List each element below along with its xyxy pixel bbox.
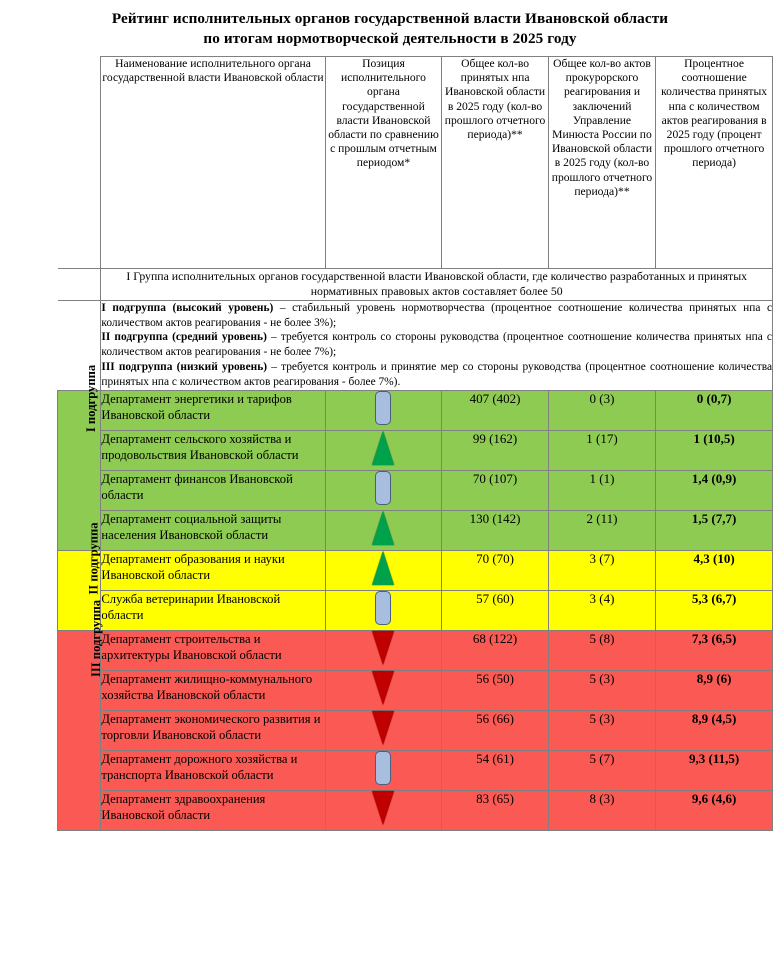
- header-cell-total-npa: Общее кол-во принятых нпа Ивановской области в 2025 году (кол-во прошлого отчетного периода)**: [442, 57, 548, 269]
- table-row: [58, 510, 773, 550]
- row-trend-cell: [325, 430, 442, 470]
- subgroup-label-text: I подгруппа: [84, 364, 99, 432]
- row-agency-name: Департамент сельского хозяйства и продовольствия Ивановской области: [101, 430, 325, 470]
- group-banner-spacer: [58, 269, 101, 301]
- row-total-acts: 5 (3): [548, 710, 655, 750]
- legend-item-1-desc: – стабильный уровень нормотворчества (процентное соотношение количества принятых нпа с количеством актов реагирования - не более 3%);: [101, 301, 772, 329]
- row-percent: 8,9 (6): [656, 670, 773, 710]
- row-trend-cell: [325, 790, 442, 830]
- legend-item-2: [101, 330, 772, 360]
- table-row: [58, 430, 773, 470]
- group-banner-row: [58, 269, 773, 301]
- triangle-down-icon: [372, 652, 394, 669]
- triangle-down-icon: [372, 692, 394, 709]
- row-agency-name: Департамент экономического развития и торговли Ивановской области: [101, 710, 325, 750]
- row-percent: 7,3 (6,5): [656, 630, 773, 670]
- row-percent: 1,4 (0,9): [656, 470, 773, 510]
- row-total-npa: 407 (402): [442, 390, 548, 430]
- row-percent: 5,3 (6,7): [656, 590, 773, 630]
- flat-bar-icon: [375, 492, 391, 509]
- row-agency-name: Департамент социальной защиты населения Ивановской области: [101, 510, 325, 550]
- row-agency-name: Служба ветеринарии Ивановской области: [101, 590, 325, 630]
- legend-item-2-desc: – требуется контроль со стороны руководства (процентное соотношение количества принятых нпа с количеством актов реагирования - не более 7%);: [101, 331, 772, 359]
- row-trend-cell: [325, 470, 442, 510]
- header-cell-name: Наименование исполнительного органа государственной власти Ивановской области: [101, 57, 325, 269]
- row-total-npa: 57 (60): [442, 590, 548, 630]
- table-row: [58, 630, 773, 670]
- row-percent: 4,3 (10): [656, 550, 773, 590]
- row-trend-cell: [325, 750, 442, 790]
- row-total-npa: 70 (70): [442, 550, 548, 590]
- row-total-npa: 56 (50): [442, 670, 548, 710]
- triangle-down-icon: [372, 812, 394, 829]
- legend-item-3-desc: – требуется контроль и принятие мер со стороны руководства (процентное соотношение количества принятых нпа с количеством актов реагирования - более 7%).: [101, 361, 773, 388]
- row-trend-cell: [325, 710, 442, 750]
- row-percent: 1 (10,5): [656, 430, 773, 470]
- flat-bar-icon: [375, 772, 391, 789]
- table-header-row: [58, 57, 773, 269]
- header-cell-percent: Процентное соотношение количества принятых нпа с количеством актов реагирования в 2025 году (процент прошлого отчетного периода): [656, 57, 773, 269]
- triangle-up-icon: [372, 572, 394, 589]
- row-total-npa: 130 (142): [442, 510, 548, 550]
- table-row: [58, 470, 773, 510]
- row-agency-name: Департамент образования и науки Ивановской области: [101, 550, 325, 590]
- subgroup-label-text: II подгруппа: [86, 522, 101, 595]
- row-total-npa: 56 (66): [442, 710, 548, 750]
- row-total-acts: 1 (17): [548, 430, 655, 470]
- row-total-acts: 3 (4): [548, 590, 655, 630]
- row-percent: 1,5 (7,7): [656, 510, 773, 550]
- row-total-npa: 83 (65): [442, 790, 548, 830]
- row-percent: 0 (0,7): [656, 390, 773, 430]
- rating-table-body: [58, 57, 773, 831]
- row-total-acts: 5 (3): [548, 670, 655, 710]
- row-total-npa: 68 (122): [442, 630, 548, 670]
- row-trend-cell: [325, 590, 442, 630]
- row-total-npa: 99 (162): [442, 430, 548, 470]
- legend-row: [58, 300, 773, 390]
- row-total-acts: 3 (7): [548, 550, 655, 590]
- table-row: [58, 710, 773, 750]
- row-total-npa: 70 (107): [442, 470, 548, 510]
- subgroup-label-text: III подгруппа: [89, 599, 104, 677]
- row-percent: 9,6 (4,6): [656, 790, 773, 830]
- rating-table: [57, 56, 773, 831]
- legend-item-3-title: III подгруппа (низкий уровень): [101, 361, 268, 373]
- row-agency-name: Департамент финансов Ивановской области: [101, 470, 325, 510]
- table-row: [58, 750, 773, 790]
- page-title: [0, 0, 780, 49]
- subgroup-label-3: [58, 599, 104, 830]
- row-percent: 8,9 (4,5): [656, 710, 773, 750]
- row-trend-cell: [325, 550, 442, 590]
- row-total-acts: 5 (8): [548, 630, 655, 670]
- row-trend-cell: [325, 510, 442, 550]
- header-cell-total-acts: Общее кол-во актов прокурорского реагирования и заключений Управление Минюста России по Ивановской области в 2025 году (кол-во прошлого отчетного периода)**: [548, 57, 655, 269]
- row-percent: 9,3 (11,5): [656, 750, 773, 790]
- row-agency-name: Департамент здравоохранения Ивановской области: [101, 790, 325, 830]
- row-total-acts: 8 (3): [548, 790, 655, 830]
- table-row: [58, 390, 773, 430]
- triangle-up-icon: [372, 532, 394, 549]
- row-total-acts: 1 (1): [548, 470, 655, 510]
- legend-item-2-title: II подгруппа (средний уровень): [101, 331, 267, 344]
- title-line-1: Рейтинг исполнительных органов государственной власти Ивановской области: [111, 10, 669, 27]
- flat-bar-icon: [375, 412, 391, 429]
- table-row: [58, 670, 773, 710]
- table-row: [58, 790, 773, 830]
- legend-item-1-title: I подгруппа (высокий уровень): [101, 301, 274, 314]
- triangle-down-icon: [372, 732, 394, 749]
- row-agency-name: Департамент жилищно-коммунального хозяйства Ивановской области: [101, 670, 325, 710]
- row-agency-name: Департамент дорожного хозяйства и транспорта Ивановской области: [101, 750, 325, 790]
- title-line-2: по итогам нормотворческой деятельности в 2025 году: [203, 30, 577, 47]
- row-agency-name: Департамент строительства и архитектуры Ивановской области: [101, 630, 325, 670]
- row-trend-cell: [325, 630, 442, 670]
- row-total-acts: 0 (3): [548, 390, 655, 430]
- row-total-acts: 2 (11): [548, 510, 655, 550]
- row-trend-cell: [325, 390, 442, 430]
- header-cell-position: Позиция исполнительного органа государственной власти Ивановской области по сравнению с прошлым отчетным периодом*: [325, 57, 442, 269]
- flat-bar-icon: [375, 612, 391, 629]
- table-row: [58, 550, 773, 590]
- row-total-acts: 5 (7): [548, 750, 655, 790]
- row-trend-cell: [325, 670, 442, 710]
- legend-item-3: [101, 360, 772, 390]
- header-cell-group: [58, 57, 101, 269]
- triangle-up-icon: [372, 452, 394, 469]
- row-agency-name: Департамент энергетики и тарифов Ивановской области: [101, 390, 325, 430]
- legend-item-1: [101, 301, 772, 331]
- group-banner-text: I Группа исполнительных органов государственной власти Ивановской области, где количество разработанных и принятых нормативных правовых актов составляет более 50: [101, 269, 773, 301]
- row-total-npa: 54 (61): [442, 750, 548, 790]
- legend-text: [101, 300, 773, 390]
- table-row: [58, 590, 773, 630]
